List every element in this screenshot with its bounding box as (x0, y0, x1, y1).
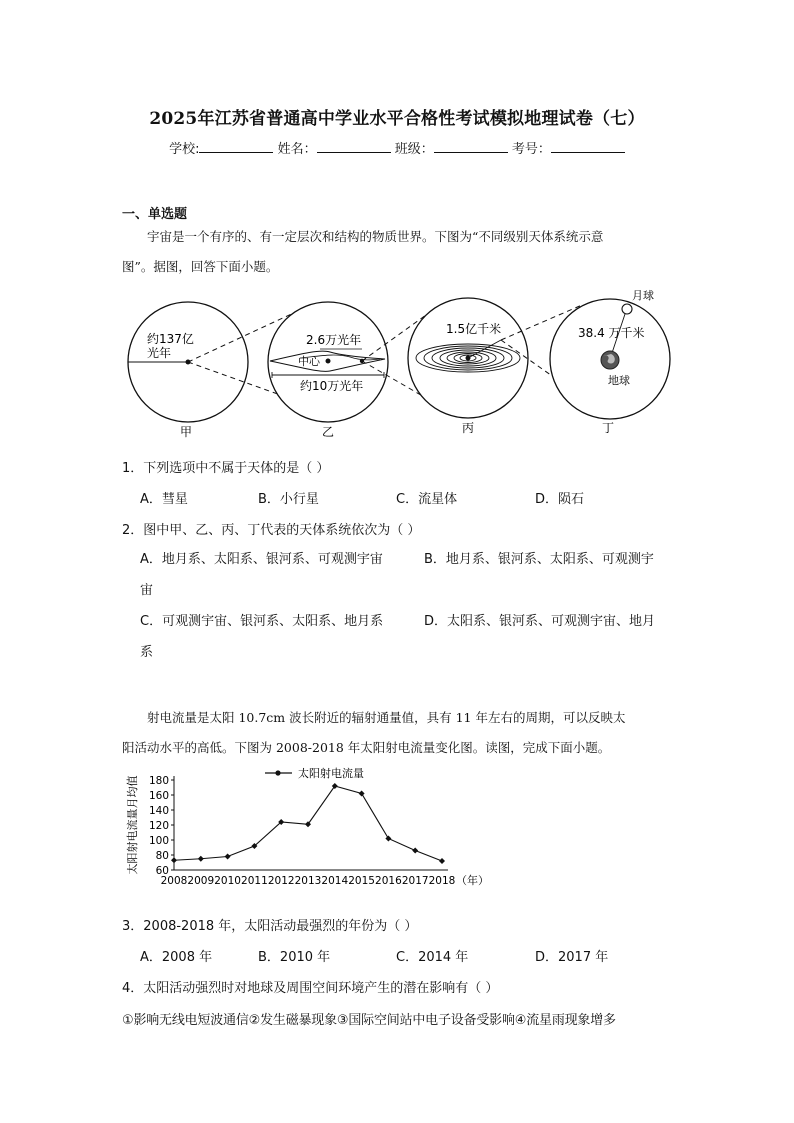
student-info-row (0, 138, 794, 157)
x-tick-label: 2008 (160, 875, 188, 887)
school-field[interactable] (199, 140, 273, 153)
data-point (385, 836, 391, 842)
x-tick-label: 2011 (241, 875, 268, 887)
legend-series-name: 太阳射电流量 (298, 767, 364, 780)
q2-option-b[interactable]: B．地月系、银河系、太阳系、可观测宇 (424, 552, 654, 567)
y-tick-label: 100 (148, 835, 169, 847)
section-heading: 一、单选题 (122, 207, 188, 222)
label-bing: 丙 (462, 421, 475, 435)
name-field[interactable] (317, 140, 391, 153)
q1-option-d[interactable]: D．陨石 (535, 492, 585, 507)
q1-option-c[interactable]: C．流星体 (396, 492, 458, 507)
question-4-stem: 4．太阳活动强烈时对地球及周围空间环境产生的潜在影响有（ ） (122, 981, 499, 996)
passage-2-line-2: 阳活动水平的高低。下图为 2008-2018 年太阳射电流量变化图。读图，完成下面小题。 (122, 740, 611, 755)
x-tick-label: 2014 (321, 875, 349, 887)
q1-option-b[interactable]: B．小行星 (258, 492, 319, 507)
y-tick-label: 160 (148, 790, 169, 802)
data-point (439, 858, 445, 864)
data-point (225, 854, 231, 860)
passage-2-line-1: 射电流量是太阳 10.7cm 波长附近的辐射通量值，具有 11 年左右的周期，可以反映太 (147, 710, 626, 725)
data-point (412, 848, 418, 854)
y-tick-label: 180 (148, 775, 169, 787)
page-title: 2025年江苏省普通高中学业水平合格性考试模拟地理试卷（七） (149, 109, 645, 129)
q3-option-c[interactable]: C．2014 年 (396, 950, 469, 965)
data-point (171, 857, 177, 863)
exam-number-label: 考号： (511, 142, 551, 157)
x-tick-label: 2013 (294, 875, 322, 887)
q2-option-c[interactable]: C．可观测宇宙、银河系、太阳系、地月系 (140, 614, 384, 629)
q2-option-d[interactable]: D．太阳系、银河系、可观测宇宙、地月 (424, 614, 656, 629)
question-4-statements: ①影响无线电短波通信②发生磁暴现象③国际空间站中电子设备受影响④流星雨现象增多 (122, 1013, 616, 1028)
q3-option-b[interactable]: B．2010 年 (258, 950, 331, 965)
moon-label: 月球 (632, 289, 654, 302)
data-point (359, 791, 365, 797)
exam-number-field[interactable] (551, 140, 625, 153)
q1-option-a[interactable]: A．彗星 (140, 492, 188, 507)
x-tick-label: 2012 (267, 875, 295, 887)
question-3-stem: 3．2008-2018 年，太阳活动最强烈的年份为（ ） (122, 919, 418, 934)
q3-option-a[interactable]: A．2008 年 (140, 950, 213, 965)
jia-radius-label-1: 约137亿 (147, 332, 194, 346)
passage-1-line-1: 宇宙是一个有序的、有一定层次和结构的物质世界。下图为“不同级别天体系统示意 (147, 229, 604, 244)
y-axis-label: 太阳射电流量月均值 (126, 775, 139, 875)
earth-label: 地球 (608, 374, 630, 387)
passage-1 (122, 222, 678, 282)
jia-radius-label-2: 光年 (147, 346, 172, 360)
y-tick-label: 60 (155, 865, 169, 877)
label-ding: 丁 (602, 421, 615, 435)
y-tick-label: 120 (148, 820, 169, 832)
y-tick-label: 140 (148, 805, 169, 817)
ding-distance-label: 38.4 万千米 (578, 326, 645, 340)
moon-marker (622, 304, 632, 314)
x-tick-label: 2016 (375, 875, 402, 887)
passage-2 (122, 703, 678, 763)
x-tick-label: 2010 (214, 875, 241, 887)
school-label: 学校: (169, 142, 200, 157)
yi-width-label: 约10万光年 (300, 379, 364, 393)
chart-legend (265, 766, 364, 780)
x-tick-label: 2018 (428, 875, 456, 887)
x-tick-label: 2017 (401, 875, 429, 887)
q2-option-b-cont: 宙 (140, 583, 154, 598)
class-field[interactable] (434, 140, 508, 153)
data-point (198, 856, 204, 862)
q2-option-d-cont: 系 (140, 645, 154, 660)
solar-radio-flux-chart (122, 762, 502, 900)
yi-distance-label: 2.6万光年 (306, 333, 362, 347)
y-tick-label: 80 (155, 850, 169, 862)
name-label: 姓名： (277, 142, 317, 157)
x-tick-label: 2009 (187, 875, 215, 887)
question-1-stem: 1．下列选项中不属于天体的是（ ） (122, 461, 330, 476)
yi-center-label: 中心 (298, 355, 320, 368)
class-label: 班级： (394, 142, 434, 157)
label-jia: 甲 (180, 425, 193, 439)
label-yi: 乙 (322, 425, 335, 439)
q2-option-a[interactable]: A．地月系、太阳系、银河系、可观测宇宙 (140, 552, 383, 567)
x-tick-label: 2015 (348, 875, 375, 887)
celestial-system-diagram (0, 285, 794, 445)
x-axis-unit: （年） (456, 874, 489, 887)
passage-1-line-2: 图”。据图，回答下面小题。 (122, 259, 279, 274)
bing-distance-label: 1.5亿千米 (446, 322, 502, 336)
q3-option-d[interactable]: D．2017 年 (535, 950, 609, 965)
question-2-stem: 2．图中甲、乙、丙、丁代表的天体系统依次为（ ） (122, 523, 421, 538)
